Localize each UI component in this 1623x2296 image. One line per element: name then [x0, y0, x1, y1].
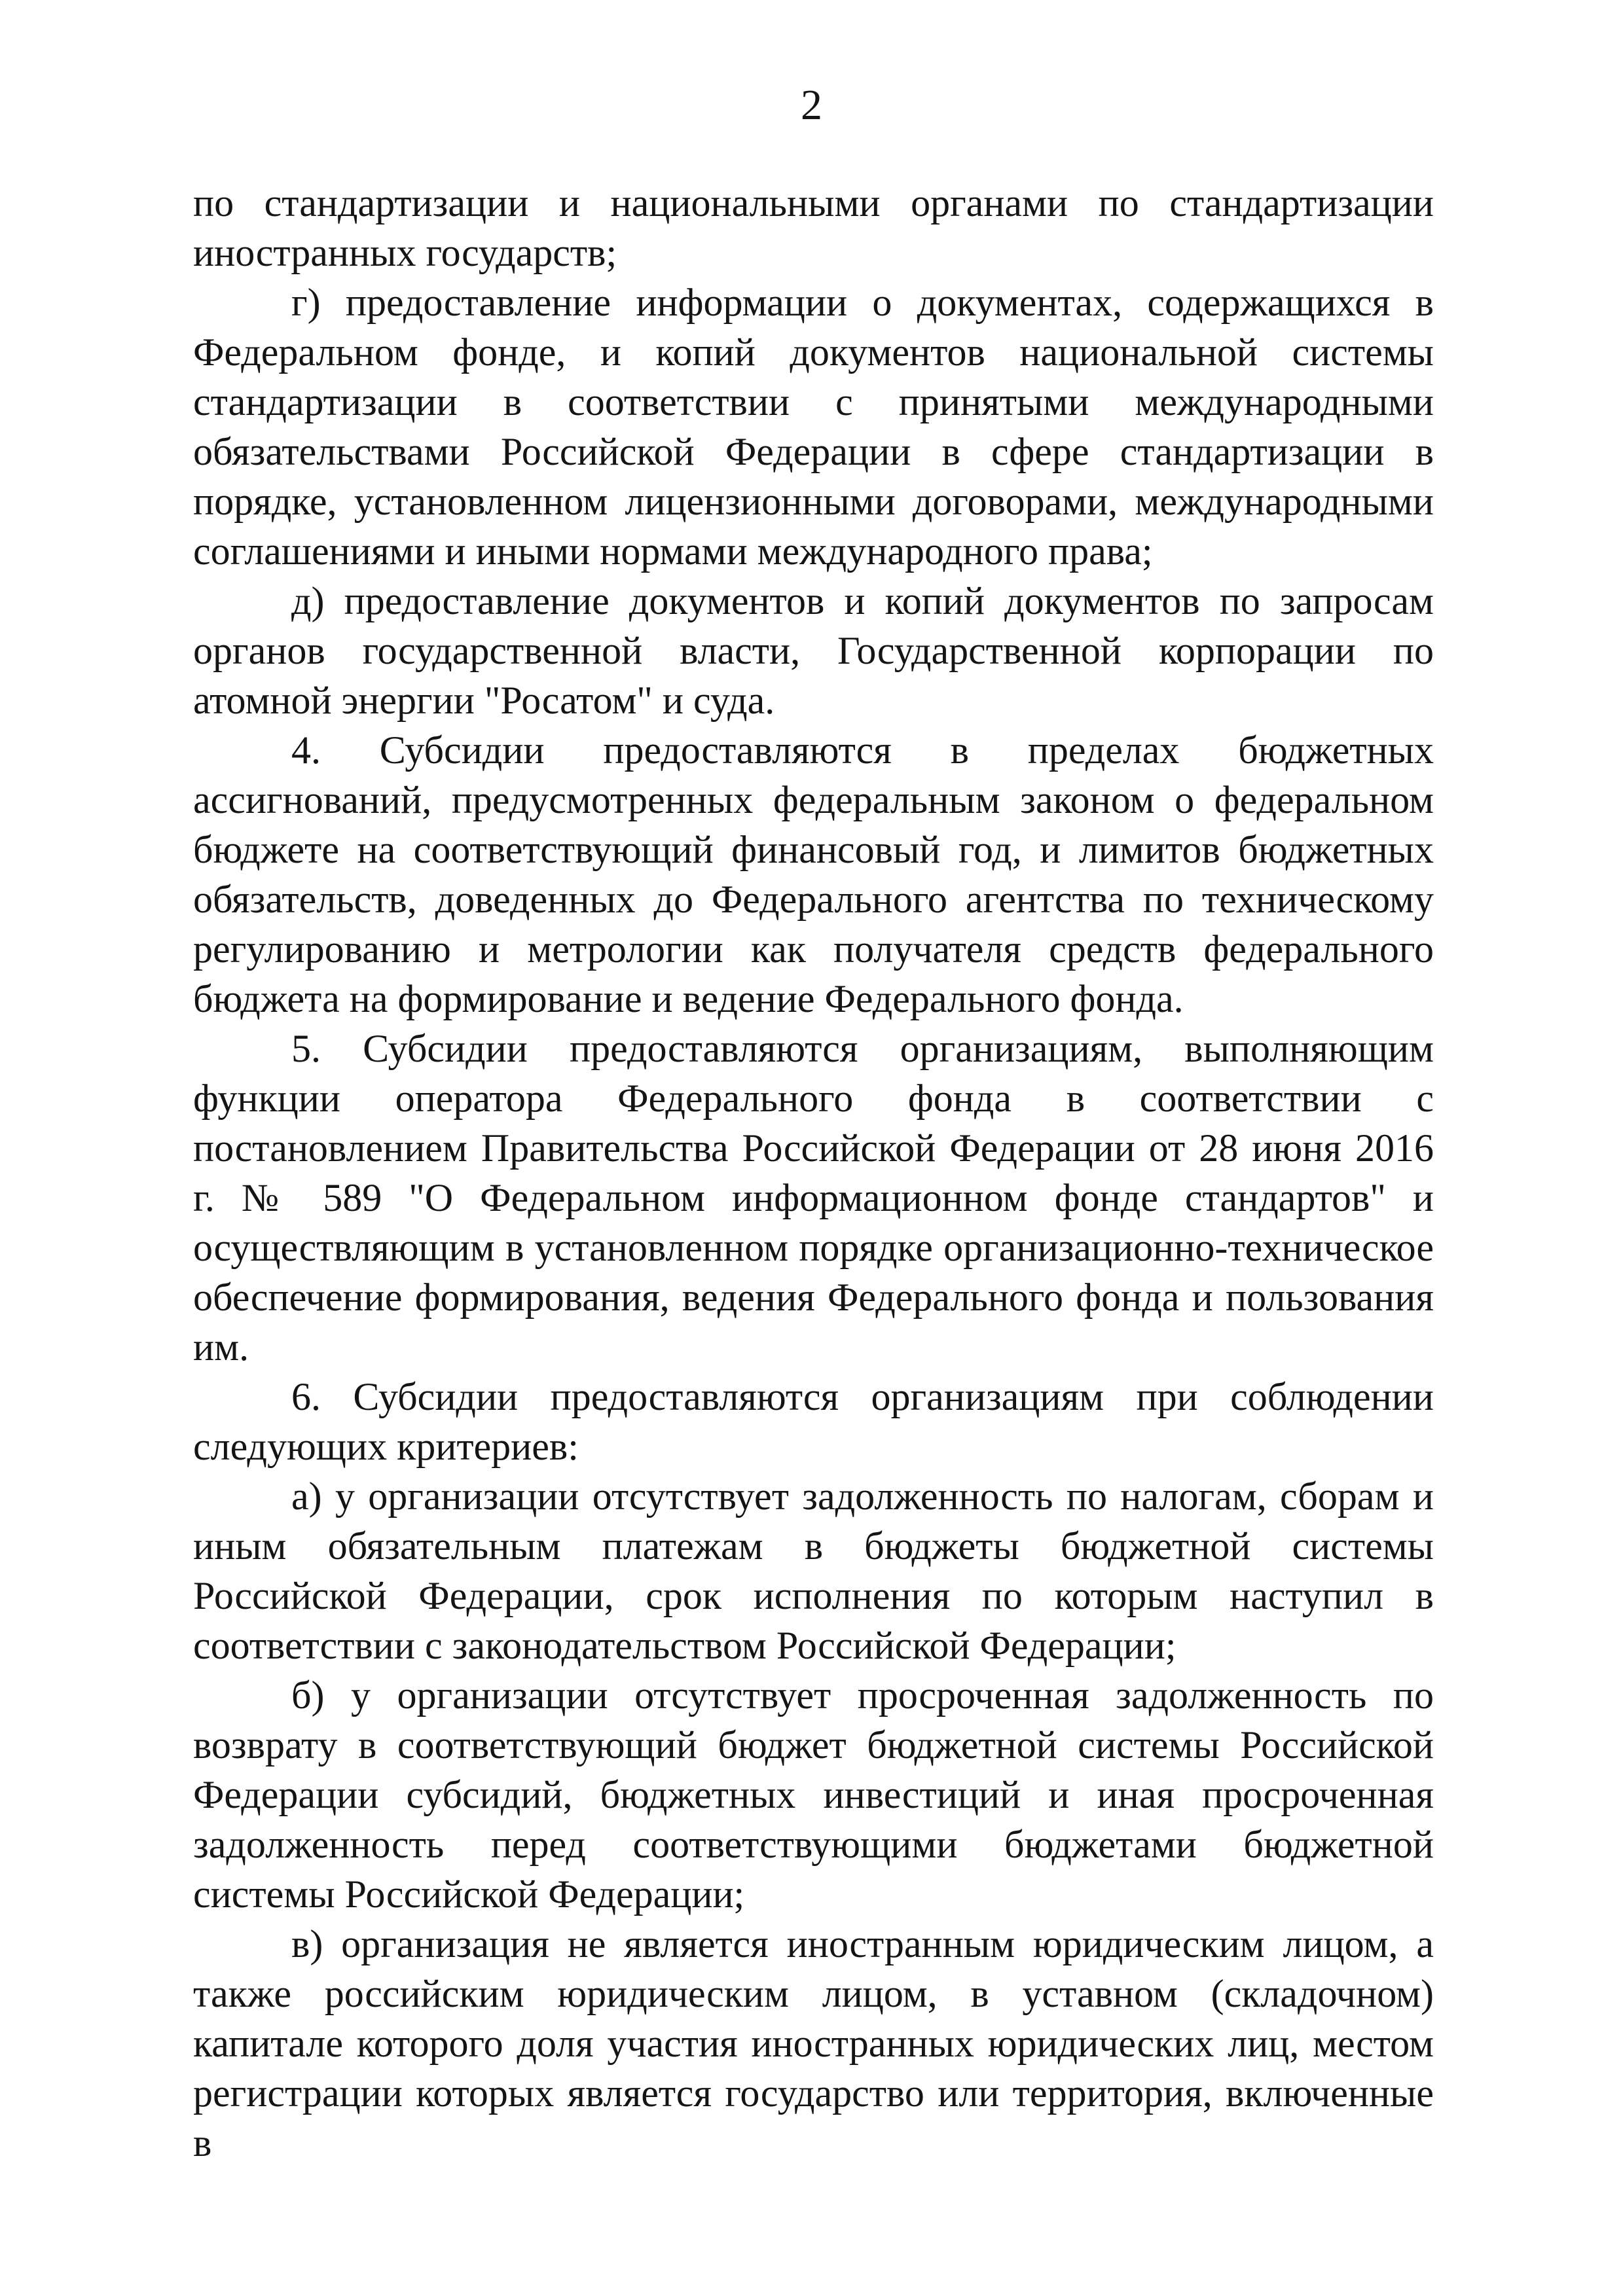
paragraph-item-b: б) у организации отсутствует просроченная задолженность по возврату в соответствующий бюджет бюджетной системы Российской Федерации субсидий, бюджетных инвестиций и иная просроченная задолженность перед соответствующими бюджетами бюджетной системы Российской Федерации; — [193, 1674, 1434, 1916]
paragraph-item-v: в) организация не является иностранным юридическим лицом, а также российским юридическим лицом, в уставном (складочном) капитале которого доля участия иностранных юридических лиц, местом регистрации которых является государство или территория, включенные в — [193, 1922, 1434, 2164]
document-body — [193, 178, 1434, 2168]
paragraph-clause-6: 6. Субсидии предоставляются организациям при соблюдении следующих критериев: — [193, 1375, 1434, 1468]
paragraph-item-d: д) предоставление документов и копий документов по запросам органов государственной власти, Государственной корпорации по атомной энергии "Росатом" и суда. — [193, 579, 1434, 722]
paragraph-item-a: а) у организации отсутствует задолженность по налогам, сборам и иным обязательным платежам в бюджеты бюджетной системы Российской Федерации, срок исполнения по которым наступил в соответствии с законодательством Российской Федерации; — [193, 1475, 1434, 1667]
paragraph-continuation: по стандартизации и национальными органами по стандартизации иностранных государств; — [193, 181, 1434, 274]
paragraph-clause-5: 5. Субсидии предоставляются организациям, выполняющим функции оператора Федерального фонда в соответствии с постановлением Правительства Российской Федерации от 28 июня 2016 г. № 589 "О Федеральном информационном фонде стандартов" и осуществляющим в установленном порядке организационно-техническое обеспечение формирования, ведения Федерального фонда и пользования им. — [193, 1027, 1434, 1369]
paragraph-item-g: г) предоставление информации о документах, содержащихся в Федеральном фонде, и копий документов национальной системы стандартизации в соответствии с принятыми международными обязательствами Российской Федерации в сфере стандартизации в порядке, установленном лицензионными договорами, международными соглашениями и иными нормами международного права; — [193, 281, 1434, 573]
page-number: 2 — [801, 81, 822, 129]
paragraph-clause-4: 4. Субсидии предоставляются в пределах бюджетных ассигнований, предусмотренных федеральным законом о федеральном бюджете на соответствующий финансовый год, и лимитов бюджетных обязательств, доведенных до Федерального агентства по техническому регулированию и метрологии как получателя средств федерального бюджета на формирование и ведение Федерального фонда. — [193, 728, 1434, 1020]
